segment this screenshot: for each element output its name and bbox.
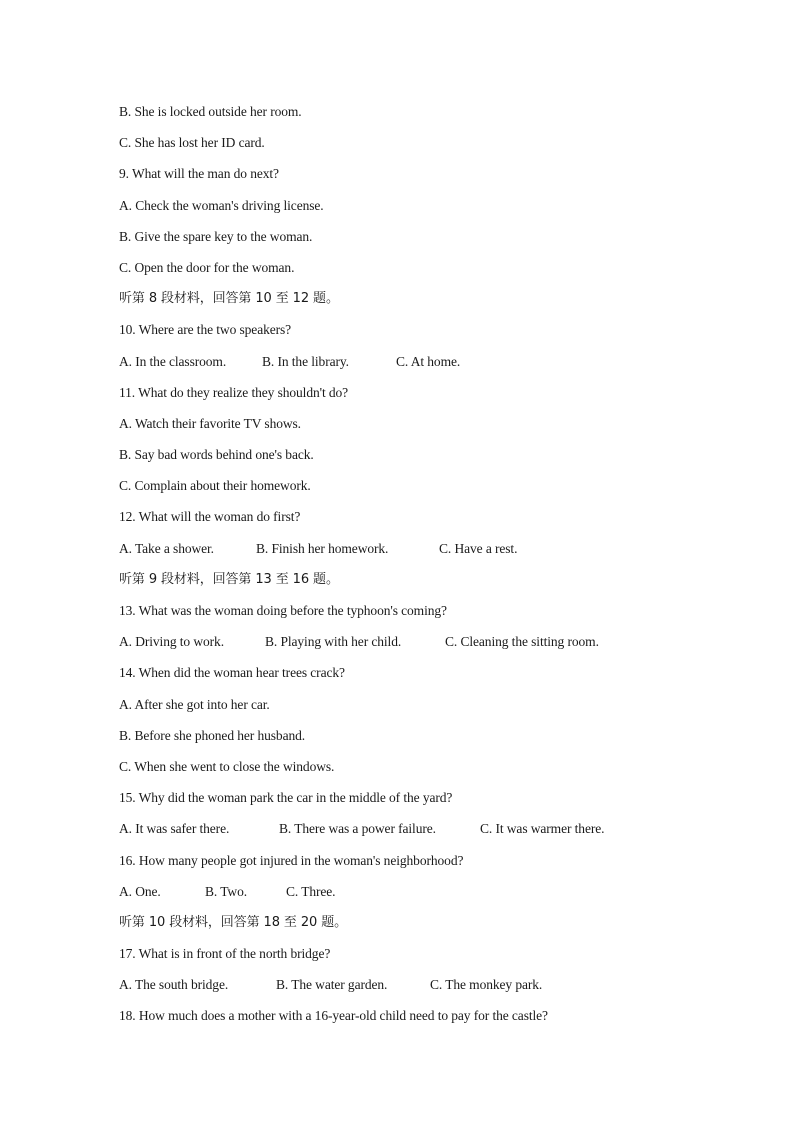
option-15b: B. There was a power failure. xyxy=(279,821,436,837)
option-13c: C. Cleaning the sitting room. xyxy=(445,634,599,650)
options-10 xyxy=(119,351,759,382)
options-16 xyxy=(119,881,759,912)
question-11: 11. What do they realize they shouldn't do? xyxy=(119,384,349,400)
options-17 xyxy=(119,974,759,1005)
option-10c: C. At home. xyxy=(396,353,461,369)
option-9b: B. Give the spare key to the woman. xyxy=(119,228,313,244)
question-17: 17. What is in front of the north bridge? xyxy=(119,946,331,962)
option-15a: A. It was safer there. xyxy=(119,821,230,837)
question-10: 10. Where are the two speakers? xyxy=(119,322,292,338)
option-13b: B. Playing with her child. xyxy=(265,634,402,650)
option-14a: A. After she got into her car. xyxy=(119,696,270,712)
option-16a: A. One. xyxy=(119,883,161,899)
option-9c: C. Open the door for the woman. xyxy=(119,259,295,275)
exam-page xyxy=(119,101,759,1037)
option-11a: A. Watch their favorite TV shows. xyxy=(119,415,301,431)
section-heading-8: 听第 8 段材料，回答第 10 至 12 题。 xyxy=(119,291,339,307)
option-15c: C. It was warmer there. xyxy=(480,821,605,837)
question-14: 14. When did the woman hear trees crack? xyxy=(119,665,345,681)
option-10b: B. In the library. xyxy=(262,353,349,369)
question-15: 15. Why did the woman park the car in the middle of the yard? xyxy=(119,790,453,806)
options-15 xyxy=(119,818,759,849)
question-13: 13. What was the woman doing before the typhoon's coming? xyxy=(119,603,447,618)
option-14c: C. When she went to close the windows. xyxy=(119,758,335,774)
option-13a: A. Driving to work. xyxy=(119,634,224,650)
question-16: 16. How many people got injured in the woman's neighborhood? xyxy=(119,852,464,868)
option-9a: A. Check the woman's driving license. xyxy=(119,197,324,213)
option-16c: C. Three. xyxy=(286,883,336,899)
option-8c: C. She has lost her ID card. xyxy=(119,135,265,151)
options-13 xyxy=(119,631,759,662)
section-heading-10: 听第 10 段材料，回答第 18 至 20 题。 xyxy=(119,914,348,930)
option-10a: A. In the classroom. xyxy=(119,353,227,369)
option-16b: B. Two. xyxy=(205,883,247,899)
option-17c: C. The monkey park. xyxy=(430,977,543,993)
options-12 xyxy=(119,538,759,569)
option-11c: C. Complain about their homework. xyxy=(119,478,311,494)
option-12a: A. Take a shower. xyxy=(119,540,214,556)
option-12b: B. Finish her homework. xyxy=(256,540,389,556)
option-17a: A. The south bridge. xyxy=(119,977,229,993)
option-11b: B. Say bad words behind one's back. xyxy=(119,447,314,463)
option-17b: B. The water garden. xyxy=(276,977,388,993)
question-9: 9. What will the man do next? xyxy=(119,166,279,182)
option-12c: C. Have a rest. xyxy=(439,540,518,556)
option-14b: B. Before she phoned her husband. xyxy=(119,727,306,743)
option-8b: B. She is locked outside her room. xyxy=(119,104,302,119)
question-12: 12. What will the woman do first? xyxy=(119,509,301,525)
question-18: 18. How much does a mother with a 16-year-old child need to pay for the castle? xyxy=(119,1008,548,1024)
section-heading-9: 听第 9 段材料，回答第 13 至 16 题。 xyxy=(119,571,339,587)
